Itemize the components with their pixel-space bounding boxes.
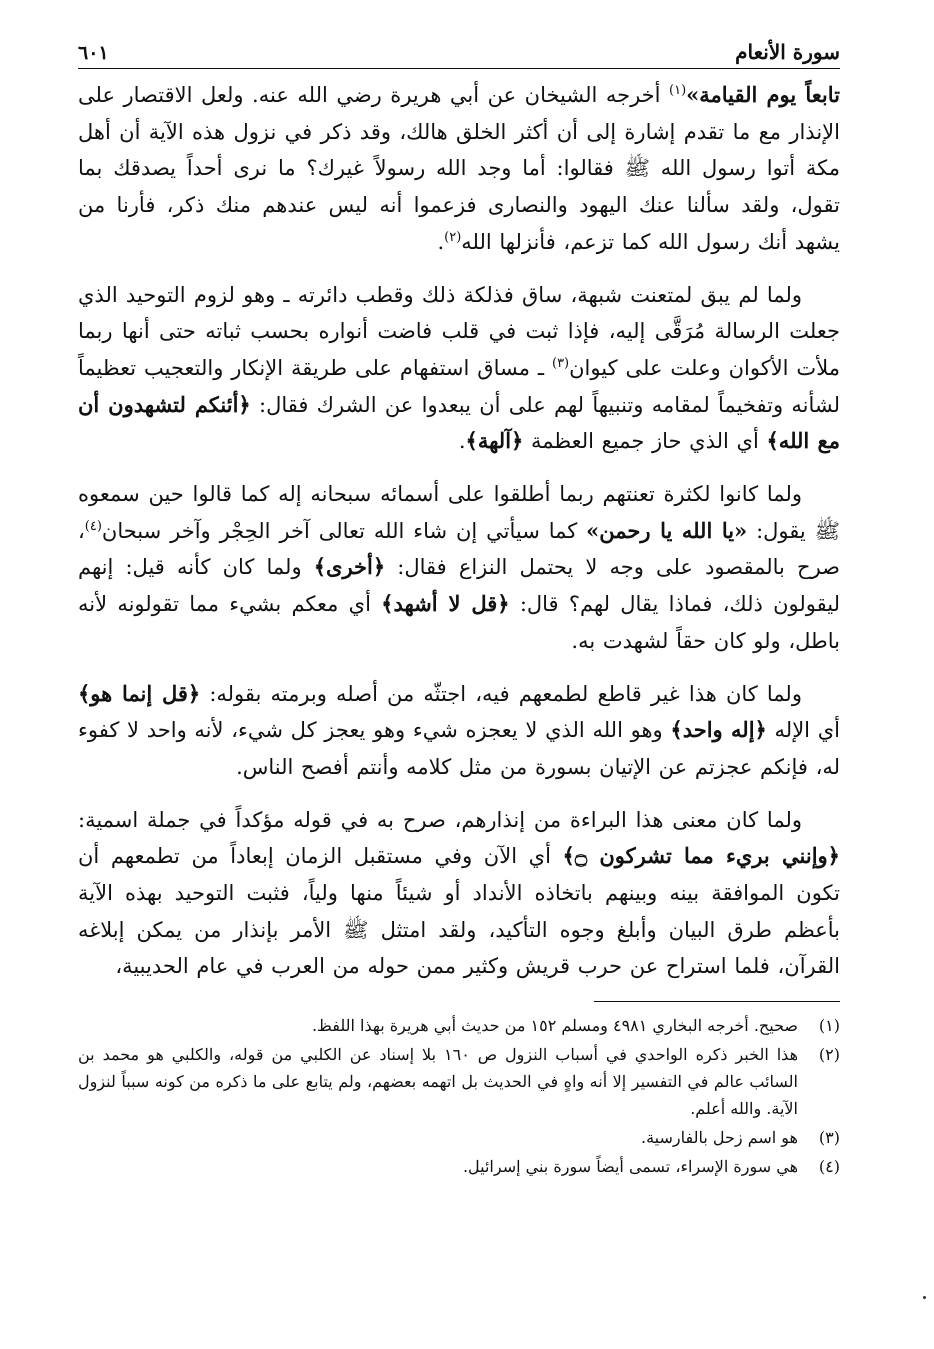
text-run: . — [437, 229, 445, 254]
text-run: ولما كانوا لكثرة تعنتهم ربما أطلقوا على أسمائه سبحانه إله كما قالوا حين سمعوه ﷺ يقول: — [78, 482, 840, 543]
text-run: وهو الله الذي لا يعجزه شيء وهو يعجز كل شيء، لأنه واحد لا كفوء له، فإنكم عجزتم عن الإتيان بسورة من مثل كلامه وأنتم أفصح الناس. — [78, 718, 840, 779]
text-run: . — [458, 429, 466, 454]
text-run: كما سيأتي إن شاء الله تعالى آخر الحِجْر وآخر سبحان — [101, 518, 587, 543]
text-run: ولما كان كأنه قيل: إنهم ليقولون ذلك، فماذا يقال لهم؟ قال: — [78, 555, 840, 617]
footnotes — [78, 1012, 840, 1180]
footnote-2 — [78, 1041, 840, 1122]
text-run: ـ مساق استفهام على طريقة الإنكار والتعجيب تعظيماً لشأنه وتفخيماً لمقامه وتنبيهاً لهم على أن يبعدوا عن الشرك فقال: — [78, 355, 840, 417]
book-page — [78, 30, 840, 1182]
paragraph-2 — [78, 277, 840, 461]
footnote-label: (١) — [818, 1016, 840, 1036]
emphasis-text: ﴿إله واحد﴾ — [670, 717, 767, 743]
emphasis-text: ﴿آلهة﴾ — [465, 428, 524, 454]
emphasis-text: تابعاً يوم القيامة» — [686, 82, 840, 107]
emphasis-text: ﴿قل لا أشهد﴾ — [381, 591, 510, 617]
emphasis-text: ﴿أخرى﴾ — [313, 554, 386, 580]
footnote-label: (٤) — [818, 1157, 840, 1177]
footnote-ref: (١) — [669, 83, 687, 98]
main-text — [78, 77, 840, 985]
paragraph-5 — [78, 802, 840, 986]
footnote-text: هي سورة الإسراء، تسمى أيضاً سورة بني إسرائيل. — [462, 1157, 798, 1177]
text-run: أخرجه الشيخان عن أبي هريرة رضي الله عنه. ولعل الاقتصار على الإنذار مع ما تقدم إشارة إلى أن أكثر الخلق هالك، وقد ذكر في نزول هذه الآية أن أهل مكة أتوا رسول الله ﷺ فقالوا: أما وجد الله رسولاً غيرك؟ ما نرى أحداً يصدقك بما تقول، ولقد سألنا عنك اليهود والنصارى فزعموا أنه ليس عندهم منك ذكر، فأرنا من يشهد أنك رسول الله كما تزعم، فأنزلها الله — [78, 83, 840, 254]
footnote-4 — [78, 1153, 840, 1180]
text-run: ، صرح بالمقصود على وجه لا يحتمل النزاع فقال: — [78, 518, 841, 580]
paragraph-4 — [78, 676, 840, 786]
page-header — [78, 30, 840, 69]
footnote-text: هو اسم زحل بالفارسية. — [641, 1128, 798, 1148]
scan-speck — [923, 1296, 926, 1299]
paragraph-3 — [78, 476, 840, 660]
footnote-ref: (٤) — [84, 518, 102, 534]
footnote-label: (٣) — [818, 1128, 840, 1148]
footnote-ref: (٣) — [551, 355, 570, 371]
emphasis-text: ﴿أئنكم لتشهدون أن مع الله﴾ — [78, 391, 840, 454]
text-run: أي الذي حاز جميع العظمة — [523, 429, 767, 454]
footnote-text: هذا الخبر ذكره الواحدي في أسباب النزول ص ١٦٠ بلا إسناد عن الكلبي من قوله، والكلبي هو محمد بن السائب عالم في التفسير إلا أنه واهٍ في الحديث بل اتهمه بعضهم، ولم يتابع على ما ذكره من كونه سبباً لنزول الآية. والله أعلم. — [78, 1045, 799, 1119]
footnote-3 — [78, 1124, 840, 1151]
text-run: أي معكم بشيء مما تقولونه لأنه باطل، ولو كان حقاً لشهدت به. — [78, 592, 840, 653]
emphasis-text: ﴿قل إنما هو﴾ — [78, 680, 201, 706]
footnote-label: (٢) — [818, 1045, 840, 1065]
text-run: ولما كان معنى هذا البراءة من إنذارهم، صرح به في قوله مؤكداً في جملة اسمية: — [78, 807, 802, 832]
footnote-ref: (٢) — [444, 229, 462, 245]
footnote-separator — [594, 1001, 840, 1002]
footnote-1 — [78, 1012, 840, 1039]
text-run: أي الإله — [766, 718, 840, 743]
paragraph-1 — [78, 77, 840, 261]
footnote-text: صحيح. أخرجه البخاري ٤٩٨١ ومسلم ١٥٢ من حديث أبي هريرة بهذا اللفظ. — [311, 1016, 798, 1036]
text-run: ولما كان هذا غير قاطع لطمعهم فيه، اجتثّه من أصله وبرمته بقوله: — [200, 681, 802, 706]
text-run: ولما لم يبق لمتعنت شبهة، ساق فذلكة ذلك وقطب دائرته ـ وهو لزوم التوحيد الذي جعلت الرسالة مُرَقَّى إليه، فإذا ثبت في قلب فاضت أنواره بحسب ثباته حتى أنها ربما ملأت الأكوان وعلت على كيوان — [78, 282, 840, 380]
emphasis-text: ﴿وإنني بريء مما تشركون ۝﴾ — [562, 843, 840, 869]
text-run: أي الآن وفي مستقبل الزمان إبعاداً من تطمعهم أن تكون الموافقة بينه وبينهم باتخاذه الأنداد أو شيئاً منها ولياً، فثبت التوحيد بهذه الآية بأعظم طرق البيان وأبلغ وجوه التأكيد، ولقد امتثل ﷺ الأمر بإنذار من يمكن إبلاغه القرآن، فلما استراح عن حرب قريش وكثير ممن حوله من العرب في عام الحديبية، — [78, 844, 840, 979]
page-number: ٦٠١ — [78, 42, 109, 64]
emphasis-text: «يا الله يا رحمن» — [586, 517, 748, 543]
surah-title: سورة الأنعام — [735, 40, 840, 64]
